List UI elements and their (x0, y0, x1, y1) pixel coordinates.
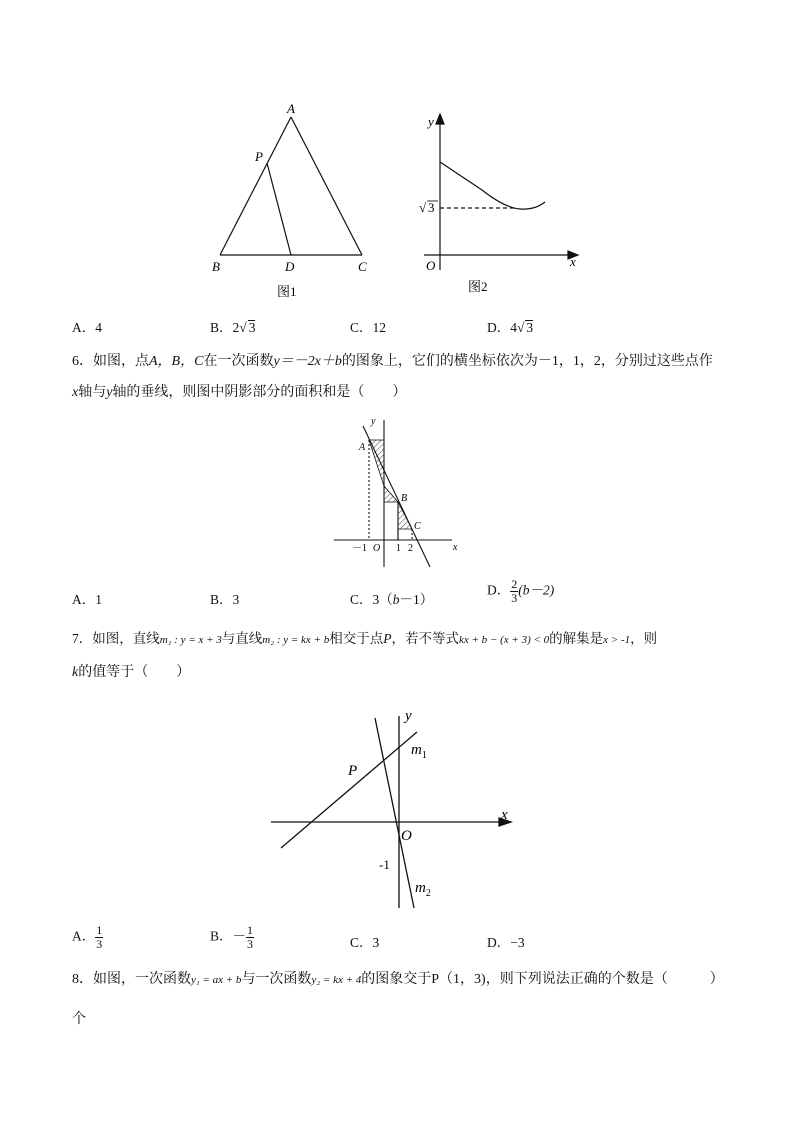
label-D: D (285, 259, 295, 274)
axis-y-label: y (405, 708, 412, 724)
q6-line-2: x轴与y轴的垂线，则图中阴影部分的面积和是（ ） (72, 385, 407, 400)
fraction-1-3: $\frac{1}{3}$ (96, 923, 103, 951)
origin-label: O (373, 543, 381, 554)
q5-option-d: D．4√ 3 (487, 320, 534, 335)
figure-1-caption: 图1 (277, 284, 297, 299)
origin-label: O (401, 828, 412, 844)
q5-option-a: A．4 (72, 320, 102, 335)
q6-option-d: D． $\frac{2}{3}$ (b－2) (487, 577, 555, 605)
q6-line-1: 6．如图，点A，B，C在一次函数y＝－2x＋b的图象上，它们的横坐标依次为－1，1，2，分别过这些点作 (72, 354, 713, 369)
axis-x-label: x (501, 807, 508, 823)
axis-y-label: y (371, 416, 376, 427)
figure-2-graph (410, 110, 590, 300)
intercept-neg1-label: -1 (379, 857, 390, 872)
figure-7-graph (265, 698, 525, 913)
q6-option-a: A．1 (72, 592, 102, 607)
figure-6-graph (330, 412, 470, 572)
q6-option-b: B．3 (210, 592, 240, 607)
q7-option-c: C．3 (350, 935, 380, 950)
point-P-label: P (348, 763, 358, 779)
q7-option-a: A． $\frac{1}{3}$ (72, 923, 103, 951)
q7-option-d: D．−3 (487, 935, 525, 950)
q5-option-c: C．12 (350, 320, 387, 335)
line-m2-label: $m_2$ (415, 880, 431, 899)
figure-1-triangle (200, 95, 385, 305)
tick-neg1: －1 (352, 543, 367, 554)
figure-2-caption: 图2 (468, 279, 488, 294)
fraction-1-3: $\frac{1}{3}$ (247, 923, 254, 951)
q6-option-c: C．3（b－1） (350, 592, 434, 607)
q8-line-1: 8．如图，一次函数y₁ = ax + b与一次函数y₂ = kx + 4的图象交于P（1，3)，则下列说法正确的个数是（ ） (72, 972, 724, 987)
q5-option-b: B．2√ 3 (210, 320, 256, 335)
label-B: B (212, 259, 220, 274)
q8-line-2: 个 (72, 1012, 86, 1027)
fraction-2-3: $\frac{2}{3}$ (511, 577, 518, 605)
q7-line-1: 7．如图，直线m₁ : y = x + 3与直线m₂ : y = kx + b相交于点P，若不等式kx + b − (x + 3) < 0的解集是x > -1，则 (72, 631, 658, 646)
origin-label: O (426, 258, 436, 273)
axis-y-label: y (428, 114, 434, 129)
tick-2: 2 (408, 543, 413, 554)
axis-x-label: x (453, 542, 458, 553)
label-A: A (287, 101, 295, 116)
line-m1-label: $m_1$ (411, 742, 427, 761)
q7-option-b: B．－ $\frac{1}{3}$ (210, 923, 254, 951)
svg-text:√: √ (419, 200, 427, 215)
axis-x-label: x (570, 254, 576, 269)
q7-line-2: k的值等于（ ） (72, 665, 191, 680)
point-B-label: B (401, 493, 408, 504)
tick-1: 1 (396, 543, 401, 554)
point-A-label: A (359, 442, 366, 453)
point-C-label: C (414, 521, 421, 532)
sqrt3-label: 3 (428, 200, 435, 215)
label-P: P (255, 149, 263, 164)
label-C: C (358, 259, 367, 274)
